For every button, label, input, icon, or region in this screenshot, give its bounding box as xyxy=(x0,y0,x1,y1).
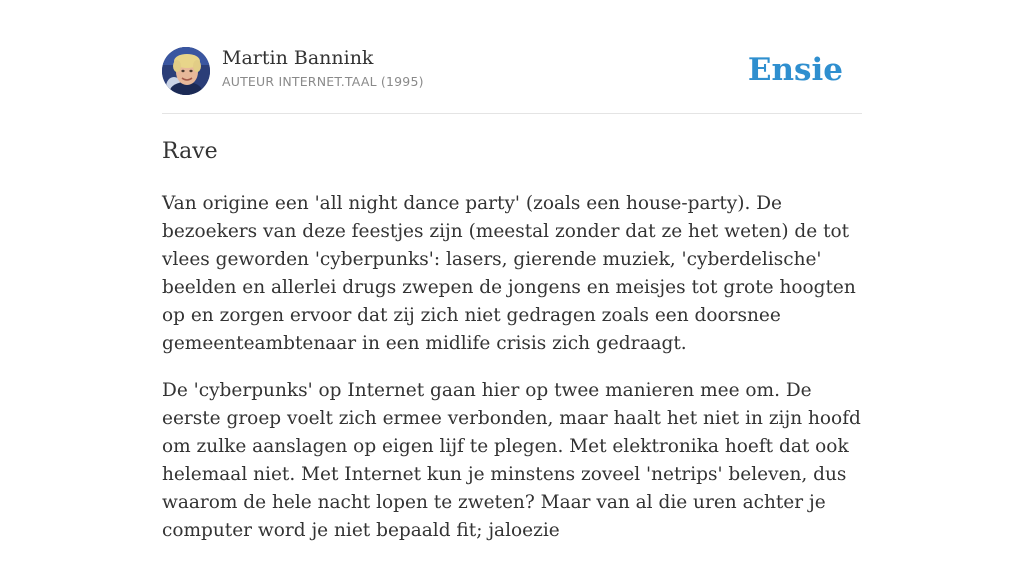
author-header xyxy=(162,46,862,96)
header-divider xyxy=(162,113,862,114)
author-avatar[interactable] xyxy=(162,47,210,95)
author-photo xyxy=(162,47,210,95)
entry-body xyxy=(162,190,862,564)
entry-paragraph: De 'cyberpunks' op Internet gaan hier op twee manieren mee om. De eerste groep voelt zich ermee verbonden, maar haalt het niet in zijn hoofd om zulke aanslagen op eigen lijf te plegen. Met elektronika hoeft dat ook helemaal niet. Met Internet kun je minstens zoveel 'netrips' beleven, dus waarom de hele nacht lopen te zweten? Maar van al die uren achter je computer word je niet bepaald fit; jaloezie xyxy=(162,380,861,541)
entry-title: Rave xyxy=(162,139,218,164)
author-name[interactable]: Martin Bannink xyxy=(222,47,374,69)
ensie-logo[interactable]: Ensie xyxy=(747,52,843,88)
author-source: AUTEUR INTERNET.TAAL (1995) xyxy=(222,74,424,89)
entry-paragraph: Van origine een 'all night dance party' (zoals een house-party). De bezoekers van deze feestjes zijn (meestal zonder dat ze het weten) de tot vlees geworden 'cyberpunks': lasers, gierende muziek, 'cyberdelische' beelden en allerlei drugs zwepen de jongens en meisjes tot grote hoogten op en zorgen ervoor dat zij zich niet gedragen zoals een doorsnee gemeenteambtenaar in een midlife crisis zich gedraagt. xyxy=(162,193,856,354)
